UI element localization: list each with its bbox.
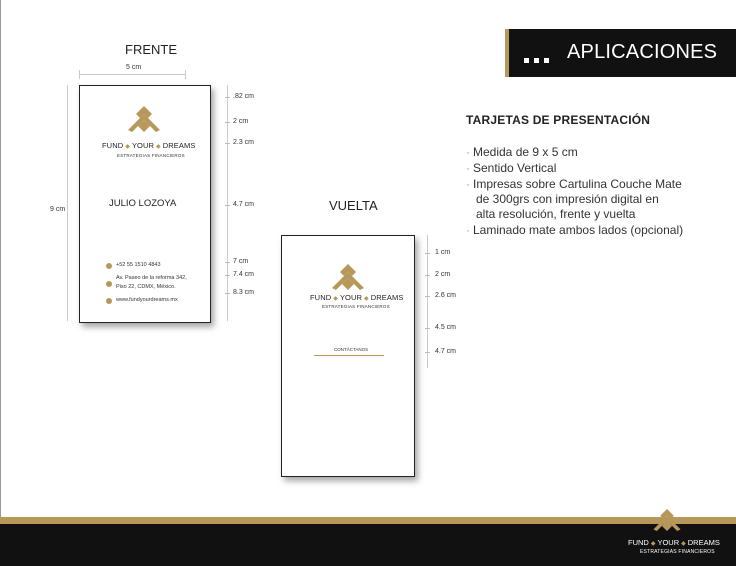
brand-dreams: DREAMS <box>687 538 720 547</box>
dim-tick <box>425 253 430 254</box>
info-line-3 <box>466 177 682 191</box>
front-dim-4: 4.7 cm <box>233 201 255 208</box>
back-brand <box>310 293 403 302</box>
dim-tick <box>425 352 430 353</box>
back-contact-rule <box>314 355 384 356</box>
back-label: VUELTA <box>329 198 378 213</box>
footer-gold-band <box>0 517 736 524</box>
brand-fund: FUND <box>102 141 124 150</box>
front-dim-2: 2 cm <box>233 118 249 125</box>
front-width-dim: 5 cm <box>126 64 142 71</box>
bullet: · <box>466 161 470 175</box>
info-line-text: Sentido Vertical <box>473 161 557 175</box>
bullet: · <box>466 145 470 159</box>
brand-your: YOUR <box>657 538 680 547</box>
front-height-line <box>67 85 68 321</box>
phone-text: +52 55 1510 4843 <box>116 262 161 268</box>
brand-dreams: DREAMS <box>162 141 196 150</box>
info-line-4: de 300grs con impresión digital en <box>476 192 659 206</box>
section-banner <box>505 29 736 77</box>
dim-tick <box>225 205 230 206</box>
chevron-logo-icon <box>124 106 164 132</box>
bullet: · <box>466 177 470 191</box>
dim-tick <box>225 293 230 294</box>
banner-title: APLICACIONES <box>567 41 718 63</box>
back-dim-2: 2 cm <box>435 271 451 278</box>
back-tagline: ESTRATEGIAS FINANCIEROS <box>322 304 390 309</box>
brand-sep: ◆ <box>364 296 369 302</box>
front-dim-5: 7 cm <box>233 258 249 265</box>
front-dim-7: 8.3 cm <box>233 289 255 296</box>
front-card <box>79 85 211 323</box>
website-text: www.fundyourdreams.mx <box>116 297 178 303</box>
back-dim-5: 4.7 cm <box>435 348 457 355</box>
brand-sep: ◆ <box>681 541 686 547</box>
front-width-tick-right <box>185 70 186 79</box>
chevron-logo-icon <box>328 264 368 290</box>
back-dim-3: 2.6 cm <box>435 292 457 299</box>
brand-your: YOUR <box>131 141 155 150</box>
footer-brand <box>628 538 720 547</box>
front-dims-line <box>227 85 228 321</box>
brand-your: YOUR <box>339 293 363 302</box>
back-dim-4: 4.5 cm <box>435 324 457 331</box>
dim-tick <box>225 122 230 123</box>
brand-fund: FUND <box>628 538 649 547</box>
back-dims-line <box>427 235 428 368</box>
brand-dreams: DREAMS <box>370 293 404 302</box>
brand-sep: ◆ <box>156 144 161 150</box>
front-width-line <box>79 74 186 75</box>
front-label: FRENTE <box>125 42 177 57</box>
page-left-rule <box>0 0 1 517</box>
info-line-text: Laminado mate ambos lados (opcional) <box>473 223 684 237</box>
front-tagline: ESTRATEGIAS FINANCIEROS <box>117 153 185 158</box>
phone-icon <box>106 263 112 269</box>
dim-tick <box>225 275 230 276</box>
info-line-2 <box>466 161 556 175</box>
card-holder-name: JULIO LOZOYA <box>109 198 177 209</box>
footer-chevron-logo-icon <box>650 505 684 535</box>
back-dim-1: 1 cm <box>435 249 451 256</box>
address-line-2: Piso 22, CDMX, México. <box>116 284 176 290</box>
dim-tick <box>225 262 230 263</box>
dim-tick <box>425 275 430 276</box>
bullet: · <box>466 223 470 237</box>
back-contact-label: CONTÁCTANOS <box>334 347 369 352</box>
dim-tick <box>225 143 230 144</box>
footer-black-band <box>0 524 736 566</box>
front-brand <box>102 141 195 150</box>
front-dim-3: 2.3 cm <box>233 139 255 146</box>
info-title: TARJETAS DE PRESENTACIÓN <box>466 113 651 127</box>
brand-fund: FUND <box>310 293 332 302</box>
front-height-dim: 9 cm <box>50 206 66 213</box>
back-card <box>281 235 415 477</box>
dim-tick <box>425 296 430 297</box>
brand-sep: ◆ <box>125 144 130 150</box>
front-width-tick-left <box>79 70 80 79</box>
banner-accent <box>505 29 509 77</box>
info-line-text: Impresas sobre Cartulina Couche Mate <box>473 177 682 191</box>
info-line-1 <box>466 145 578 159</box>
front-dim-6: 7.4 cm <box>233 271 255 278</box>
web-icon <box>106 298 112 304</box>
location-icon <box>106 281 112 287</box>
brand-sep: ◆ <box>333 296 338 302</box>
address-line-1: Av. Paseo de la reforma 342, <box>116 275 187 281</box>
info-line-6 <box>466 223 683 237</box>
brand-sep: ◆ <box>650 541 656 547</box>
info-line-text: Medida de 9 x 5 cm <box>473 145 578 159</box>
footer-tagline: ESTRATEGIAS FINANCIEROS <box>640 549 715 555</box>
front-dim-1: .82 cm <box>233 93 255 100</box>
dim-tick <box>225 97 230 98</box>
dim-tick <box>425 328 430 329</box>
info-line-5: alta resolución, frente y vuelta <box>476 207 636 221</box>
banner-dots-icon <box>524 50 554 68</box>
